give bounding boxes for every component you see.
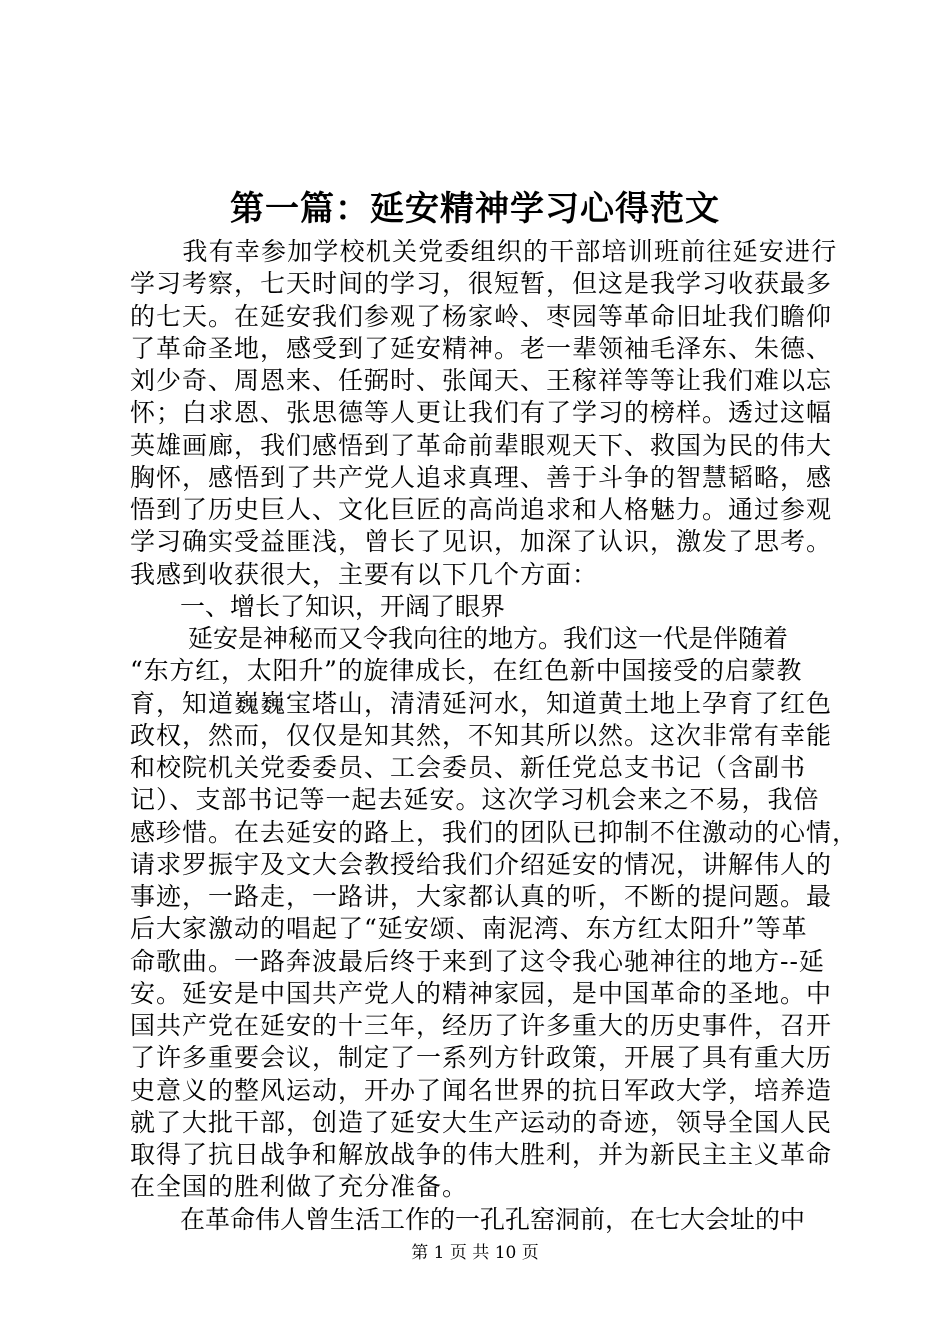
body-line: 感珍惜。在去延安的路上，我们的团队已抑制不住激动的心情，	[130, 817, 859, 847]
body-line: 学习确实受益匪浅，曾长了见识，加深了认识，激发了思考。	[130, 527, 833, 557]
body-line: 命歌曲。一路奔波最后终于来到了这令我心驰神往的地方--延	[130, 946, 825, 976]
body-line: 英雄画廊，我们感悟到了革命前辈眼观天下、救国为民的伟大	[130, 430, 833, 460]
body-line: 史意义的整风运动，开办了闻名世界的抗日军政大学，培养造	[130, 1075, 833, 1105]
body-line: 后大家激动的唱起了“延安颂、南泥湾、东方红太阳升”等革	[130, 914, 808, 944]
body-line: 学习考察，七天时间的学习，很短暂，但这是我学习收获最多	[130, 269, 833, 299]
body-line: 安。延安是中国共产党人的精神家园，是中国革命的圣地。中	[130, 978, 833, 1008]
body-line: 育，知道巍巍宝塔山，清清延河水，知道黄土地上孕育了红色	[130, 688, 833, 718]
body-line: 政权，然而，仅仅是知其然，不知其所以然。这次非常有幸能	[130, 720, 833, 750]
body-line: 和校院机关党委委员、工会委员、新任党总支书记（含副书	[130, 753, 807, 782]
body-line: 了许多重要会议，制定了一系列方针政策，开展了具有重大历	[130, 1043, 833, 1073]
body-line: 怀；白求恩、张思德等人更让我们有了学习的榜样。透过这幅	[130, 398, 833, 428]
section-heading: 一、增长了知识，开阔了眼界	[130, 591, 506, 621]
body-line: 我感到收获很大，主要有以下几个方面：	[130, 559, 599, 589]
body-line: 在革命伟人曾生活工作的一孔孔窑洞前，在七大会址的中	[130, 1204, 806, 1234]
body-line: 事迹，一路走，一路讲，大家都认真的听，不断的提问题。最	[130, 882, 833, 911]
body-line: 的七天。在延安我们参观了杨家岭、枣园等革命旧址我们瞻仰	[130, 301, 833, 331]
body-line: “东方红，太阳升”的旋律成长，在红色新中国接受的启蒙教	[130, 656, 803, 686]
body-line: 国共产党在延安的十三年，经历了许多重大的历史事件，召开	[130, 1011, 833, 1040]
body-line: 请求罗振宇及文大会教授给我们介绍延安的情况，讲解伟人的	[130, 849, 833, 879]
body-line: 延安是神秘而又令我向往的地方。我们这一代是伴随着	[130, 624, 788, 653]
body-line: 在全国的胜利做了充分准备。	[130, 1172, 469, 1202]
body-line: 刘少奇、周恩来、任弼时、张闻天、王稼祥等等让我们难以忘	[130, 366, 833, 395]
body-line: 悟到了历史巨人、文化巨匠的高尚追求和人格魅力。通过参观	[130, 495, 833, 524]
body-line: 了革命圣地，感受到了延安精神。老一辈领袖毛泽东、朱德、	[130, 333, 833, 363]
document-body	[130, 236, 859, 1236]
body-line: 胸怀，感悟到了共产党人追求真理、善于斗争的智慧韬略，感	[130, 462, 833, 492]
body-line: 取得了抗日战争和解放战争的伟大胜利，并为新民主主义革命	[130, 1140, 833, 1169]
document-title: 第一篇：延安精神学习心得范文	[230, 189, 720, 229]
page-footer: 第 1 页 共 10 页	[411, 1243, 539, 1263]
body-line: 就了大批干部，创造了延安大生产运动的奇迹，领导全国人民	[130, 1107, 833, 1137]
body-line: 记）、支部书记等一起去延安。这次学习机会来之不易，我倍	[130, 785, 820, 815]
body-line: 我有幸参加学校机关党委组织的干部培训班前往延安进行	[130, 237, 838, 266]
